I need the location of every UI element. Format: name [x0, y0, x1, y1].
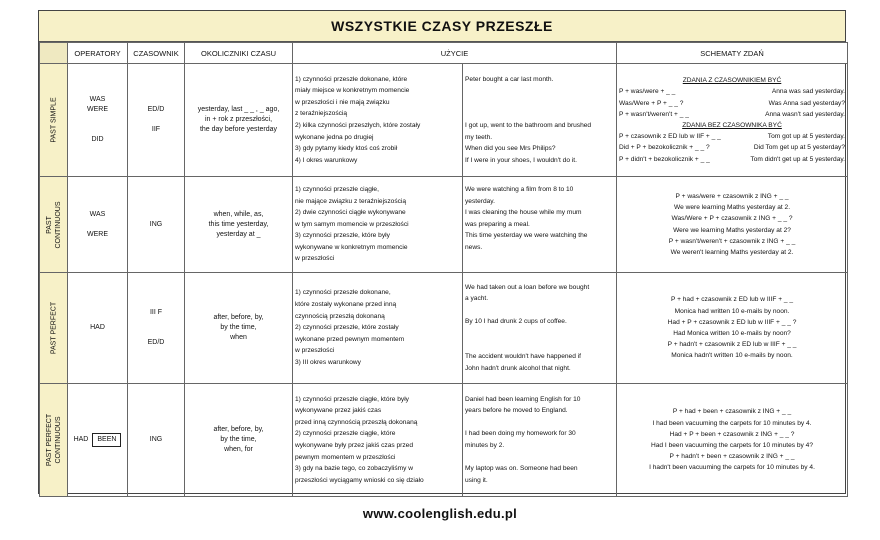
operator: WAS [89, 96, 106, 103]
operators-cell [68, 64, 128, 177]
scheme-example: Anna wasn't sad yesterday. [765, 110, 846, 118]
page-title: WSZYSTKIE CZASY PRZESZŁE [39, 11, 845, 42]
tense-label-cell [40, 273, 68, 384]
adverbial: after, before, by, [213, 426, 264, 433]
example-line: news. [465, 243, 483, 251]
usage-line: nie mające związku z teraźniejszością [295, 197, 407, 205]
header-adverbials: OKOLICZNIKI CZASU [185, 43, 293, 64]
tenses-table [39, 42, 848, 497]
usage-line: 2) kilka czynności przeszłych, które zostały [295, 122, 421, 129]
example-line: My laptop was on. Someone had been [465, 465, 578, 473]
verb-form [128, 328, 184, 338]
usage-line: przed inną czynnością przeszłą dokonaną [295, 418, 418, 426]
example-line: By 10 I had drunk 2 cups of coffee. [465, 318, 567, 326]
usage-line: 2) czynności przeszłe ciągłe, które [295, 430, 396, 438]
scheme-line [619, 86, 845, 97]
example-line [465, 253, 614, 265]
scheme-line [619, 154, 845, 165]
scheme-heading: ZDANIA Z CZASOWNIKIEM BYĆ [682, 77, 782, 85]
adverbial: yesterday, last _ _ , _ ago, [197, 106, 280, 113]
tense-label-cell [40, 64, 68, 177]
example-line: yesterday. [465, 197, 495, 205]
examples-cell [463, 384, 617, 497]
usage-line: wykonywane przez jakiś czas [295, 407, 382, 415]
usage-line: które zostały wykonane przed inną [295, 301, 397, 309]
header-usage: UŻYCIE [293, 43, 617, 64]
tense-label-cell [40, 177, 68, 273]
verb-form: ED/D [147, 339, 165, 346]
verb-form [128, 230, 184, 240]
example-line: This time yesterday we were watching the [465, 232, 588, 240]
operators-cell [68, 273, 128, 384]
example-line: John hadn't drunk alcohol that night. [465, 364, 571, 372]
verb-form [128, 318, 184, 328]
scheme-heading: ZDANIA BEZ CZASOWNIKA BYĆ [682, 122, 782, 129]
scheme-line [619, 109, 845, 120]
scheme-line: Had + P + been + czasownik z ING + _ _ ? [669, 430, 795, 438]
examples-cell [463, 273, 617, 384]
example-line [465, 97, 614, 109]
usage-line: 3) gdy na bazie tego, co zobaczyliśmy w [295, 465, 414, 473]
footer-url[interactable]: www.coolenglish.edu.pl [362, 506, 518, 521]
scheme-example: Was Anna sad yesterday? [768, 99, 846, 107]
verb-form: ING [149, 436, 163, 443]
usage-line: z teraźniejszością [295, 110, 348, 118]
scheme-line: Monica had written 10 e-mails by noon. [674, 307, 790, 315]
scheme-line: Had Monica written 10 e-mails by noon? [673, 330, 791, 337]
row-past-perfect-continuous [40, 384, 848, 497]
usage-line: wykonane jedna po drugiej [295, 133, 374, 141]
usage-line: pewnym momentem w przeszłości [295, 453, 396, 461]
adverbials-cell [185, 384, 293, 497]
verb-cell [128, 177, 185, 273]
example-line [465, 85, 614, 97]
example-line: If I were in your shoes, I wouldn't do it. [465, 156, 577, 164]
row-past-perfect [40, 273, 848, 384]
verb-form [128, 95, 184, 105]
example-line: Daniel had been learning English for 10 [465, 395, 581, 403]
operator [68, 115, 127, 125]
adverbial: by the time, [220, 436, 257, 443]
usage-line: 3) III okres warunkowy [295, 358, 361, 366]
scheme-line: We were learning Maths yesterday at 2. [673, 204, 791, 212]
operator [68, 220, 127, 230]
adverbial: yesterday at _ [216, 230, 261, 238]
example-line: my teeth. [465, 133, 493, 141]
adverbial: when [230, 334, 247, 341]
example-line: I got up, went to the bathroom and brushed [465, 122, 592, 129]
usage-cell [293, 273, 463, 384]
usage-line: przeszłości wyciągamy wnioski co się działo [295, 476, 424, 484]
tense-label: PAST PERFECT [50, 301, 57, 355]
operators-cell [68, 177, 128, 273]
usage-cell [293, 384, 463, 497]
header-schemes: SCHEMATY ZDAŃ [617, 43, 848, 64]
tense-label: PAST SIMPLE [50, 97, 57, 143]
example-line [465, 452, 614, 464]
verb-form [128, 210, 184, 220]
example-line: was preparing a meal. [465, 220, 530, 228]
usage-line: wykonywane były przez jakiś czas przed [295, 442, 414, 449]
scheme-line: I hadn't been vacuuming the carpets for 10 minutes by 4. [649, 464, 815, 472]
verb-cell [128, 384, 185, 497]
scheme-line: P + hadn't + czasownik z ED lub w IIIF + _ _ [667, 341, 797, 349]
operator: HAD [90, 324, 105, 331]
adverbials-cell [185, 273, 293, 384]
example-line [465, 328, 614, 340]
usage-line: czynnością przeszłą dokonaną [295, 312, 385, 320]
scheme-pattern: P + didn't + bezokolicznik + _ _ [619, 155, 710, 163]
schemes-cell [617, 64, 848, 177]
adverbials-cell [185, 64, 293, 177]
tense-label: PAST CONTINUOUS [45, 200, 62, 249]
tense-label: PAST PERFECT CONTINUOUS [45, 413, 62, 467]
operator: HAD [73, 436, 89, 443]
usage-line: wykonywane w konkretnym momencie [295, 243, 408, 251]
schemes-cell [617, 273, 848, 384]
header-operators: OPERATORY [68, 43, 128, 64]
adverbials-cell [185, 177, 293, 273]
adverbial: after, before, by, [213, 314, 264, 321]
scheme-line: Were we learning Maths yesterday at 2? [673, 226, 791, 234]
verb-form: ING [149, 220, 163, 228]
usage-line: 1) czynności przeszłe ciągłe, które były [295, 395, 409, 403]
been-box: BEEN [92, 433, 121, 447]
scheme-pattern: P + czasownik z ED lub w IIF + _ _ [619, 133, 721, 141]
example-line: a yacht. [465, 295, 489, 303]
example-line [465, 340, 614, 352]
usage-line: w tym samym momencie w przeszłości [295, 220, 409, 228]
scheme-line: Monica hadn't written 10 e-mails by noon. [671, 352, 793, 360]
example-line: When did you see Mrs Philips? [465, 145, 556, 153]
scheme-example: Did Tom get up at 5 yesterday? [753, 144, 846, 152]
operators-cell [68, 384, 128, 497]
adverbial: this time yesterday, [208, 220, 269, 228]
header-verb: CZASOWNIK [128, 43, 185, 64]
usage-line: 1) czynności przeszłe ciągłe, [295, 185, 379, 193]
usage-line: 1) czynności przeszłe dokonane, [295, 289, 391, 297]
adverbial: the day before yesterday [199, 126, 278, 133]
verb-form [128, 115, 184, 125]
scheme-line [619, 142, 845, 153]
scheme-line: P + had + czasownik z ED lub w IIIF + _ _ [670, 296, 794, 304]
scheme-line: P + was/were + czasownik z ING + _ _ [675, 192, 789, 200]
tense-label-cell [40, 384, 68, 497]
usage-line: 2) dwie czynności ciągłe wykonywane [295, 209, 406, 217]
verb-form: ED/D [147, 106, 165, 113]
examples-cell [463, 64, 617, 177]
scheme-line: Was/Were + P + czasownik z ING + _ _ ? [671, 215, 793, 223]
usage-line: miały miejsce w konkretnym momencie [295, 87, 410, 95]
scheme-line: Had + P + czasownik z ED lub w IIIF + _ _ ? [667, 318, 797, 326]
scheme-example: Anna was sad yesterday. [771, 88, 846, 96]
scheme-example: Tom got up at 5 yesterday. [767, 133, 846, 141]
usage-line: wykonane przed pewnym momentem [295, 335, 405, 343]
adverbial: by the time, [220, 324, 257, 331]
example-line: Peter bought a car last month. [465, 75, 554, 83]
example-line: I had been doing my homework for 30 [465, 430, 576, 438]
example-line: We were watching a film from 8 to 10 [465, 185, 574, 193]
operator [68, 125, 127, 135]
tenses-table-sheet [38, 10, 846, 494]
scheme-example: Tom didn't get up at 5 yesterday. [750, 155, 846, 163]
scheme-line [619, 98, 845, 109]
schemes-cell [617, 177, 848, 273]
example-line: I was cleaning the house while my mum [465, 209, 582, 217]
example-line: minutes by 2. [465, 442, 505, 449]
example-line: using it. [465, 476, 488, 484]
scheme-line: P + had + been + czasownik z ING + _ _ [672, 408, 792, 416]
example-line [465, 305, 614, 317]
operator: WERE [87, 230, 108, 238]
scheme-pattern: P + was/were + _ _ [619, 88, 676, 96]
scheme-line: I had been vacuuming the carpets for 10 minutes by 4. [652, 419, 812, 427]
row-past-continuous [40, 177, 848, 273]
usage-line: 2) czynności przeszłe, które zostały [295, 324, 399, 332]
scheme-line: P + wasn't/weren't + czasownik z ING + _ _ [668, 237, 796, 245]
scheme-line: Had I been vacuuming the carpets for 10 minutes by 4? [651, 442, 814, 449]
corner-cell [40, 43, 68, 64]
usage-cell [293, 177, 463, 273]
verb-form [128, 135, 184, 145]
example-line: The accident wouldn't have happened if [465, 353, 581, 361]
verb-form: IIF [151, 126, 161, 133]
usage-cell [293, 64, 463, 177]
example-line: years before he moved to England. [465, 407, 568, 415]
header-row [40, 43, 848, 64]
usage-line: 1) czynności przeszłe dokonane, które [295, 75, 408, 83]
row-past-simple [40, 64, 848, 177]
verb-cell [128, 273, 185, 384]
operator: WERE [87, 106, 108, 113]
operator: DID [91, 136, 104, 143]
scheme-pattern: P + wasn't/weren't + _ _ [619, 110, 689, 118]
scheme-pattern: Was/Were + P + _ _ ? [619, 99, 684, 107]
usage-line: 3) czynności przeszłe, które były [295, 232, 390, 240]
operator: WAS [89, 210, 106, 218]
scheme-line: We weren't learning Maths yesterday at 2. [670, 248, 794, 256]
examples-cell [463, 177, 617, 273]
scheme-pattern: Did + P + bezokolicznik + _ _ ? [619, 144, 710, 152]
example-line [465, 108, 614, 120]
scheme-line: P + hadn't + been + czasownik z ING + _ _ [669, 453, 795, 461]
schemes-cell [617, 384, 848, 497]
usage-line: w przeszłości i nie mają związku [295, 98, 390, 106]
adverbial: when, for [224, 446, 253, 453]
scheme-line [619, 131, 845, 142]
usage-line: 3) gdy pytamy kiedy ktoś coś zrobił [295, 145, 398, 153]
example-line: We had taken out a loan before we bought [465, 283, 590, 291]
usage-line: w przeszłości [295, 255, 335, 263]
usage-line: w przeszłości [295, 347, 335, 355]
verb-cell [128, 64, 185, 177]
adverbial: in + rok z przeszłości, [204, 116, 273, 123]
example-line [465, 417, 614, 429]
verb-form: III F [149, 309, 163, 316]
usage-line: 4) I okres warunkowy [295, 156, 358, 164]
adverbial: when, while, as, [213, 210, 264, 218]
